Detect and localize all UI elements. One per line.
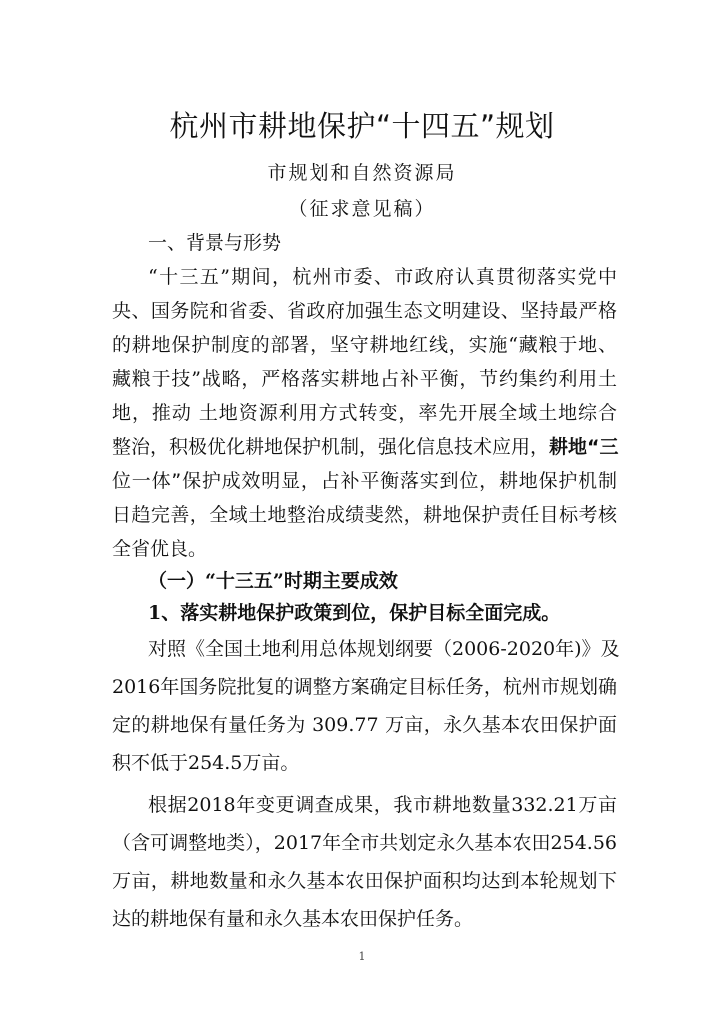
paragraph-line: 万亩，耕地数量和永久基本农田保护面积均达到本轮规划下 [112,870,617,892]
paragraph-line-emphasis: 日趋完善，全域土地整治成绩斐然，耕地保护责任目标考核 [112,504,617,526]
draft-note: （征求意见稿） [288,198,436,220]
paragraph-line: 根据2018年变更调查成果，我市耕地数量332.21万亩 [148,794,617,816]
paragraph-line: “十三五”期间，杭州市委、市政府认真贯彻落实党中 [148,266,617,288]
document-title: 杭州市耕地保护“十四五”规划 [169,109,555,143]
paragraph-line: 积不低于254.5万亩。 [112,752,300,774]
paragraph-line: 地，推动 土地资源利用方式转变，率先开展全域土地综合 [112,402,617,424]
paragraph-line-emphasis: 全省优良。 [112,538,208,560]
paragraph-line: 达的耕地保有量和永久基本农田保护任务。 [112,908,474,930]
section-heading: 一、背景与形势 [148,232,282,254]
subsection-heading: （一）“十三五”时期主要成效 [148,570,398,592]
page-number: 1 [358,950,366,963]
paragraph-line: 央、国务院和省委、省政府加强生态文明建设、坚持最严格 [112,300,617,322]
paragraph-line: （含可调整地类），2017年全市共划定永久基本农田254.56 [112,832,617,854]
paragraph-line [112,432,617,462]
paragraph-line: 2016年国务院批复的调整方案确定目标任务，杭州市规划确 [112,676,617,698]
paragraph-line: 定的耕地保有量任务为 309.77 万亩，永久基本农田保护面 [112,714,617,736]
paragraph-line: 对照《全国土地利用总体规划纲要（2006-2020年)》及 [148,638,620,660]
point-heading: 1、落实耕地保护政策到位，保护目标全面完成。 [148,602,561,624]
paragraph-line: 的耕地保护制度的部署，坚守耕地红线，实施“藏粮于地、 [112,334,617,356]
paragraph-emphasis: 耕地“三 [549,436,619,458]
paragraph-text: 整治，积极优化耕地保护机制，强化信息技术应用， [112,436,550,458]
paragraph-line: 藏粮于技”战略，严格落实耕地占补平衡，节约集约利用土 [112,368,617,390]
paragraph-line-emphasis: 位一体”保护成效明显，占补平衡落实到位，耕地保护机制 [112,470,617,492]
issuer-line: 市规划和自然资源局 [267,162,457,184]
